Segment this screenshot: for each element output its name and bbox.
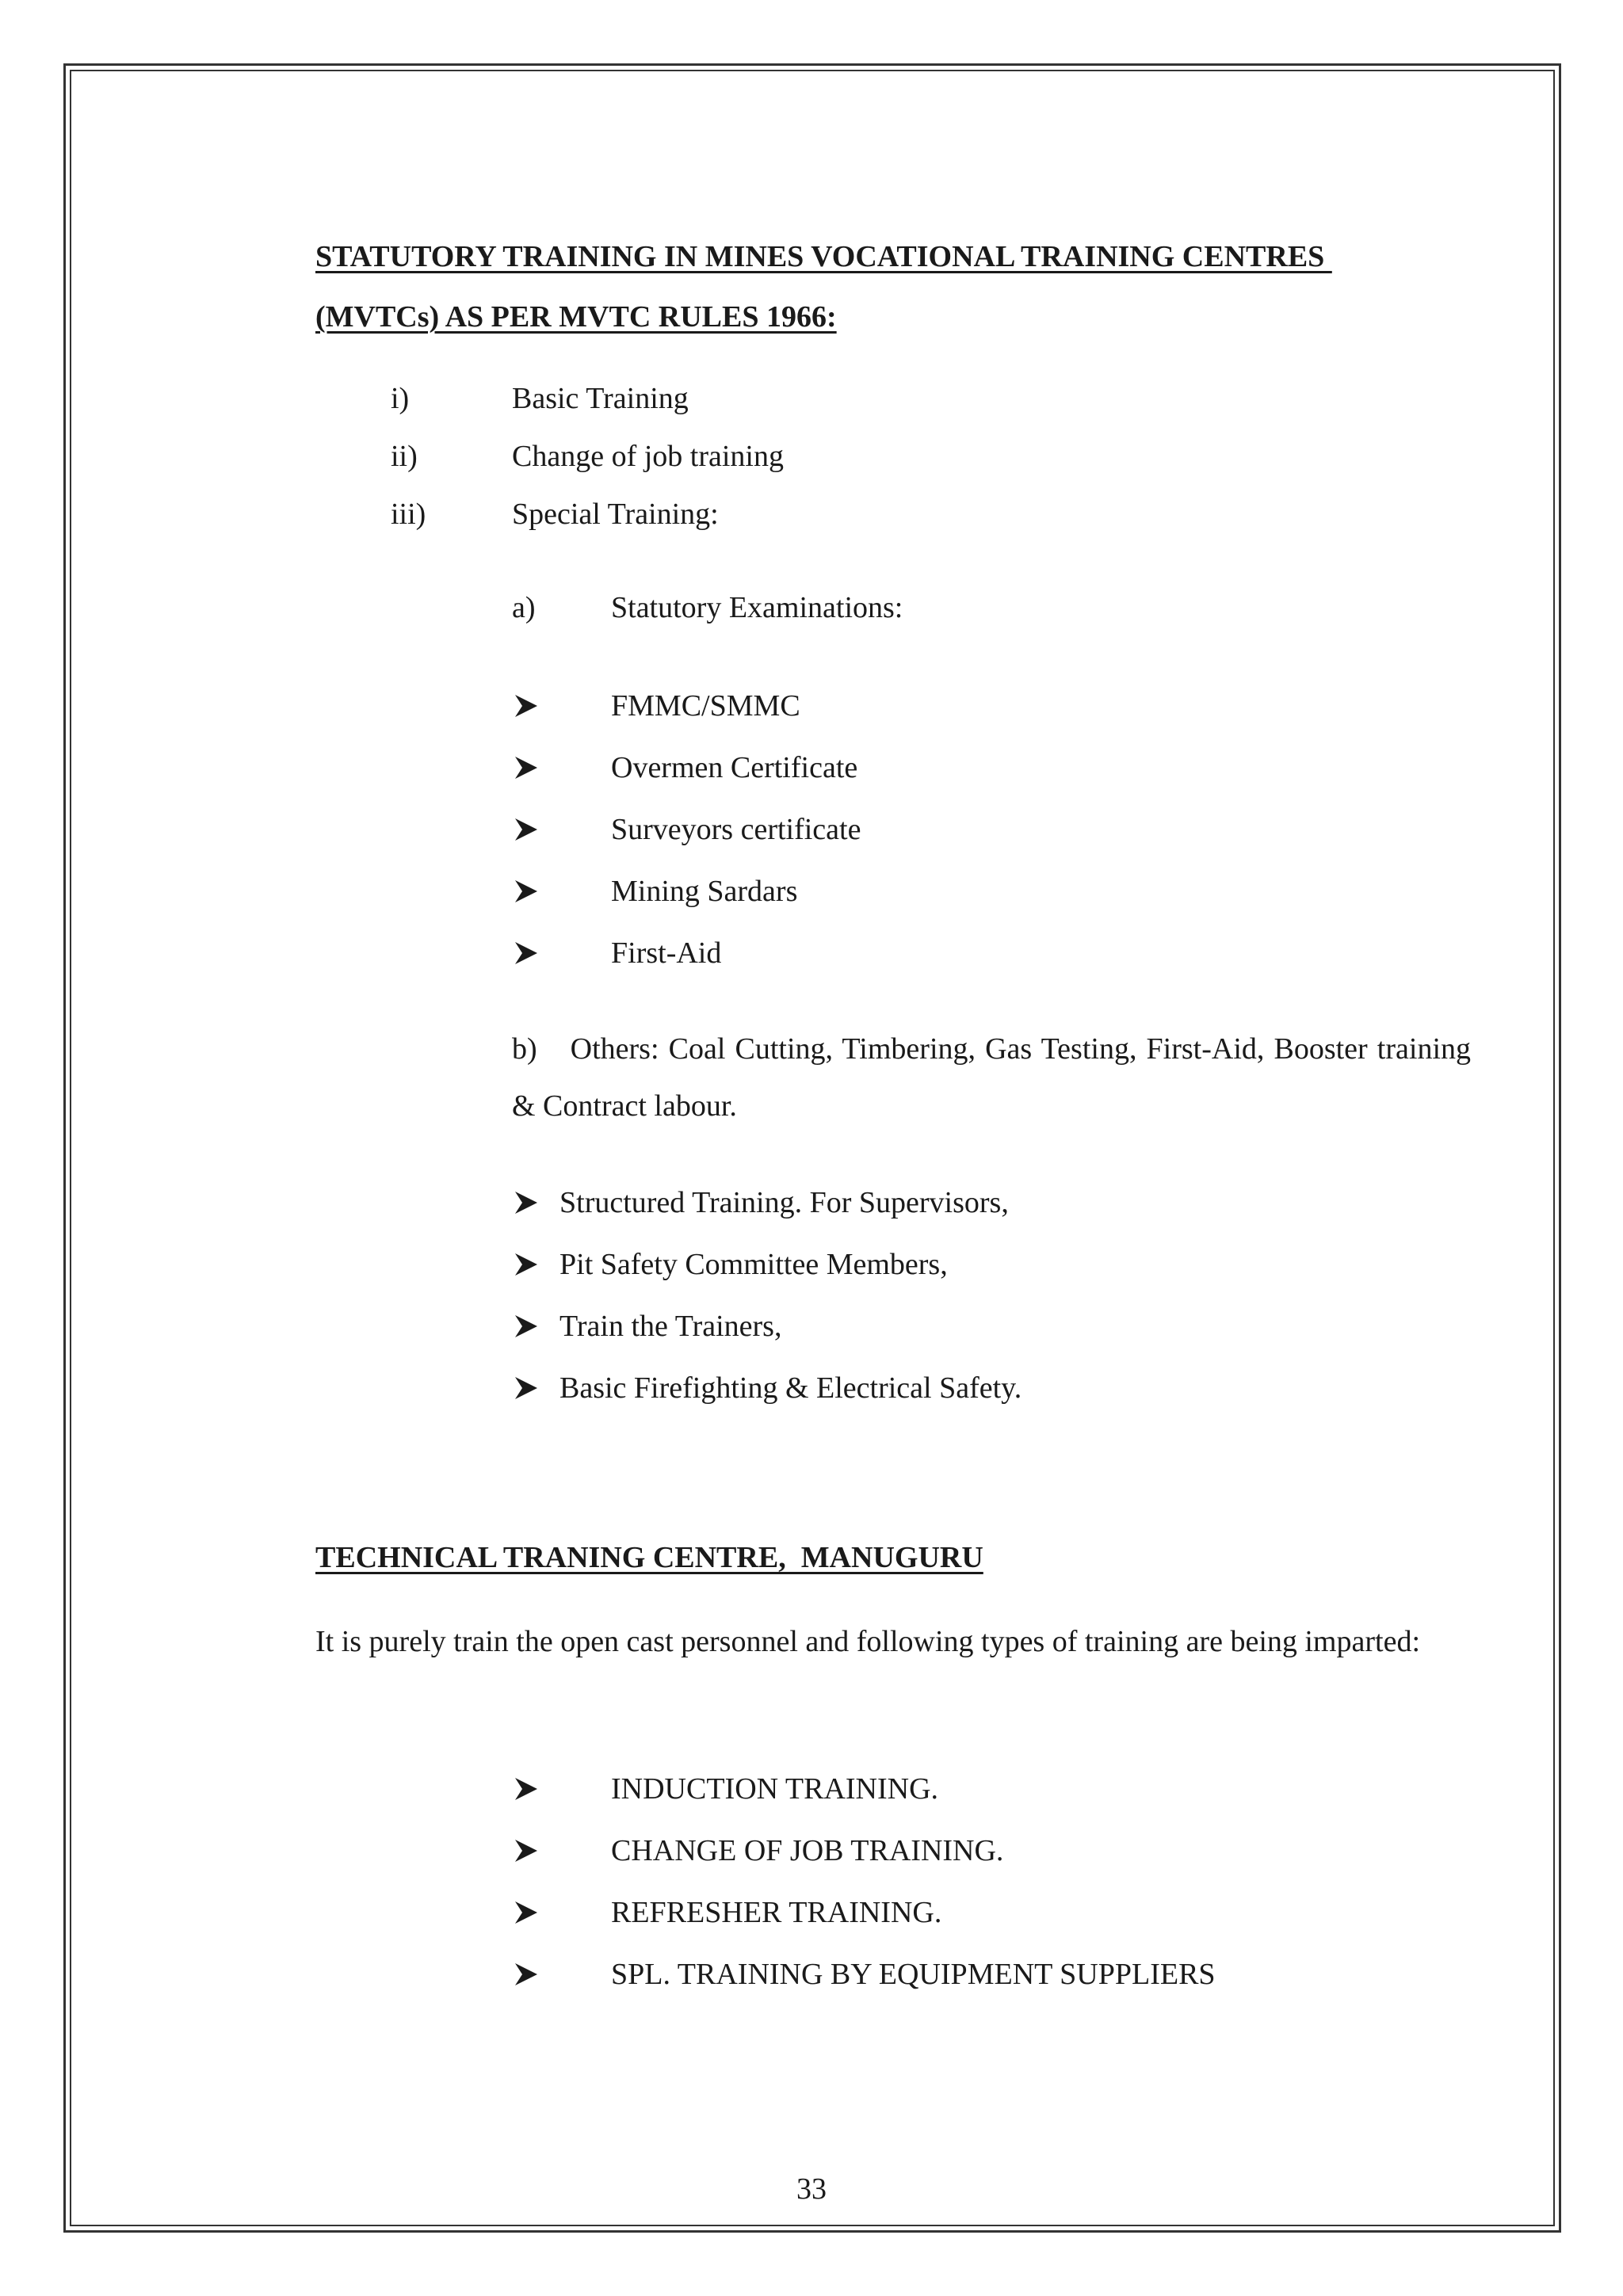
arrowhead-bullet-icon bbox=[514, 879, 539, 904]
paragraph-intro: It is purely train the open cast personnel and following types of training are being imparted: bbox=[315, 1625, 1420, 1658]
list-item-label: Change of job training bbox=[512, 440, 784, 473]
list-item-marker: i) bbox=[391, 382, 410, 415]
list-item: Pit Safety Committee Members, bbox=[559, 1248, 948, 1281]
arrowhead-bullet-icon bbox=[514, 693, 539, 719]
list-item: FMMC/SMMC bbox=[611, 689, 800, 723]
arrowhead-bullet-icon bbox=[514, 1314, 539, 1339]
section-heading-line1: STATUTORY TRAINING IN MINES VOCATIONAL TRAINING CENTRES bbox=[315, 240, 1332, 273]
sub-item-label-a: Statutory Examinations: bbox=[611, 591, 903, 624]
list-item: Overmen Certificate bbox=[611, 751, 858, 784]
list-item: Basic Firefighting & Electrical Safety. bbox=[559, 1371, 1022, 1405]
arrowhead-bullet-icon bbox=[514, 1962, 539, 1987]
arrowhead-bullet-icon bbox=[514, 1776, 539, 1802]
arrowhead-bullet-icon bbox=[514, 755, 539, 780]
list-item-marker: ii) bbox=[391, 440, 418, 473]
list-item: Mining Sardars bbox=[611, 875, 798, 908]
list-item: Structured Training. For Supervisors, bbox=[559, 1186, 1009, 1219]
section-heading-technical: TECHNICAL TRANING CENTRE, MANUGURU bbox=[315, 1541, 983, 1574]
list-item: SPL. TRAINING BY EQUIPMENT SUPPLIERS bbox=[611, 1958, 1216, 1991]
arrowhead-bullet-icon bbox=[514, 1375, 539, 1401]
list-item-marker: iii) bbox=[391, 498, 426, 531]
list-item-label: Special Training: bbox=[512, 498, 719, 531]
list-item: INDUCTION TRAINING. bbox=[611, 1772, 939, 1806]
list-item: Train the Trainers, bbox=[559, 1310, 782, 1343]
list-item: CHANGE OF JOB TRAINING. bbox=[611, 1834, 1004, 1867]
sub-item-text-b: Others: Coal Cutting, Timbering, Gas Testing, First-Aid, Booster training & Contract labour. bbox=[512, 1032, 1471, 1123]
sub-item-marker-b: b) bbox=[512, 1032, 537, 1066]
arrowhead-bullet-icon bbox=[514, 1252, 539, 1277]
sub-item-b bbox=[512, 1020, 1471, 1135]
arrowhead-bullet-icon bbox=[514, 940, 539, 966]
list-item-label: Basic Training bbox=[512, 382, 689, 415]
arrowhead-bullet-icon bbox=[514, 1838, 539, 1863]
list-item: Surveyors certificate bbox=[611, 813, 861, 846]
section-heading-line2: (MVTCs) AS PER MVTC RULES 1966: bbox=[315, 300, 837, 334]
arrowhead-bullet-icon bbox=[514, 817, 539, 842]
arrowhead-bullet-icon bbox=[514, 1900, 539, 1925]
list-item: First-Aid bbox=[611, 936, 722, 970]
list-item: REFRESHER TRAINING. bbox=[611, 1896, 942, 1929]
sub-item-marker-a: a) bbox=[512, 591, 536, 624]
arrowhead-bullet-icon bbox=[514, 1190, 539, 1215]
page-number: 33 bbox=[796, 2172, 827, 2206]
